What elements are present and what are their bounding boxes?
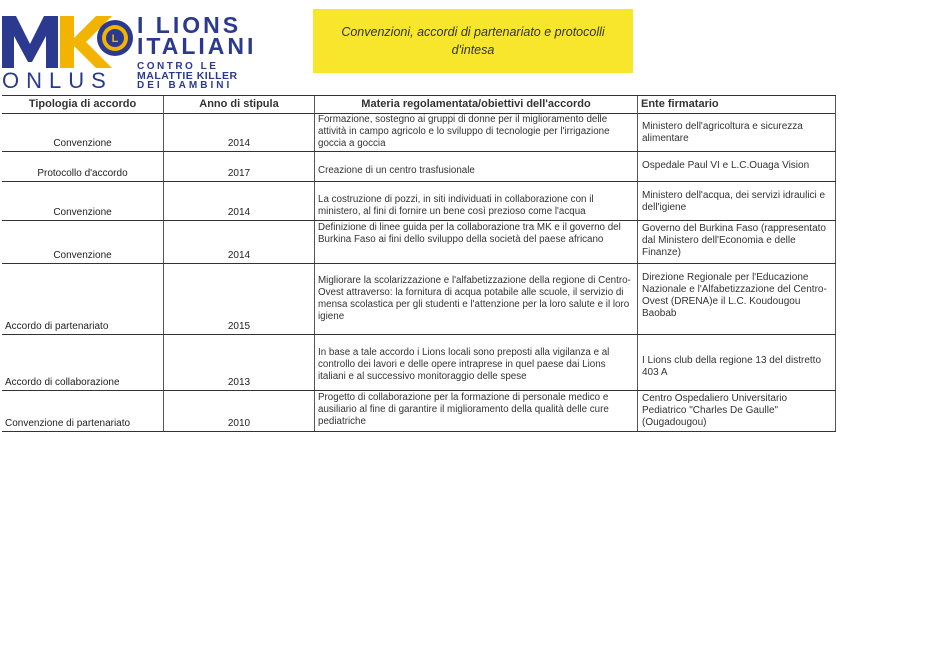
cell-ente: Ministero dell'acqua, dei servizi idraulici e dell'igiene <box>638 182 836 220</box>
table-row <box>2 264 836 335</box>
cell-anno: 2017 <box>227 168 251 179</box>
cell-anno: 2015 <box>227 321 251 332</box>
cell-ente: I Lions club della regione 13 del distretto 403 A <box>638 335 836 390</box>
header-ente: Ente firmatario <box>638 96 836 113</box>
logo-sub2: MALATTIE KILLER <box>137 70 238 82</box>
logo-line1: I LIONS <box>137 12 242 38</box>
logo-sub3: DEI BAMBINI <box>137 80 233 91</box>
logo-line2: ITALIANI <box>137 33 257 59</box>
cell-ente: Ospedale Paul VI e L.C.Ouaga Vision <box>638 152 836 181</box>
cell-anno: 2014 <box>227 138 251 149</box>
header-anno: Anno di stipula <box>164 96 315 113</box>
cell-anno: 2014 <box>227 250 251 261</box>
cell-materia: In base a tale accordo i Lions locali sono preposti alla vigilanza e al controllo dei lavori e delle opere intraprese in quel paese dai Lions italiani e al successivo monitoraggio delle spese <box>315 335 638 390</box>
title-box <box>313 9 633 73</box>
page-title: Convenzioni, accordi di partenariato e protocolli d'intesa <box>341 25 605 57</box>
cell-materia: La costruzione di pozzi, in siti individuati in collaborazione con il ministero, al fini di fornire un bene così prezioso come l'acqua <box>315 182 638 220</box>
cell-ente: Direzione Regionale per l'Educazione Nazionale e l'Alfabetizzazione del Centro-Ovest (DRENA)e il L.C. Koudougou Baobab <box>638 264 836 334</box>
cell-tipo: Convenzione <box>53 207 112 218</box>
cell-ente: Ministero dell'agricoltura e sicurezza alimentare <box>638 113 836 151</box>
cell-tipo: Convenzione <box>53 138 112 149</box>
cell-tipo: Convenzione <box>53 250 112 261</box>
table-row <box>2 221 836 264</box>
cell-ente: Centro Ospedaliero Universitario Pediatrico "Charles De Gaulle" (Ougadougou) <box>638 391 836 431</box>
logo-onlus: ONLUS <box>2 68 113 93</box>
cell-tipo: Accordo di partenariato <box>5 321 109 332</box>
cell-materia: Definizione di linee guida per la collaborazione tra MK e il governo del Burkina Faso ai fini dello sviluppo della società del paese africano <box>315 221 638 263</box>
logo <box>0 8 257 93</box>
cell-ente: Governo del Burkina Faso (rappresentato dal Ministero dell'Economia e delle Finanze) <box>638 221 836 263</box>
table-row <box>2 113 836 152</box>
cell-materia: Migliorare la scolarizzazione e l'alfabetizzazione della regione di Centro-Ovest attraverso: la fornitura di acqua potabile alle scuole, il servizio di mensa scolastica per gli studenti e l'attenzione per la loro salute e il loro igiene <box>315 264 638 334</box>
cell-anno: 2010 <box>227 418 251 429</box>
cell-tipo: Accordo di collaborazione <box>5 377 120 388</box>
header-materia: Materia regolamentata/obiettivi dell'accordo <box>315 96 638 113</box>
table-row <box>2 335 836 391</box>
table-row <box>2 182 836 221</box>
cell-materia: Formazione, sostegno ai gruppi di donne per il miglioramento delle attività in campo agricolo e lo sviluppo di tecnologie per l'irrigazione goccia a goccia <box>315 113 638 151</box>
svg-text:L: L <box>111 33 119 45</box>
cell-materia: Creazione di un centro trasfusionale <box>315 152 638 181</box>
table-header-row <box>2 95 836 114</box>
logo-sub1: CONTRO LE <box>137 61 219 72</box>
table-row <box>2 152 836 182</box>
cell-tipo: Convenzione di partenariato <box>5 418 131 429</box>
lions-seal-icon <box>95 18 135 58</box>
cell-anno: 2013 <box>227 377 251 388</box>
table-row <box>2 391 836 432</box>
header-tipologia: Tipologia di accordo <box>2 96 164 113</box>
cell-materia: Progetto di collaborazione per la formazione di personale medico e ausiliario al fine di garantire il miglioramento della qualità delle cure pediatriche <box>315 391 638 431</box>
cell-anno: 2014 <box>227 207 251 218</box>
cell-tipo: Protocollo d'accordo <box>37 168 128 179</box>
